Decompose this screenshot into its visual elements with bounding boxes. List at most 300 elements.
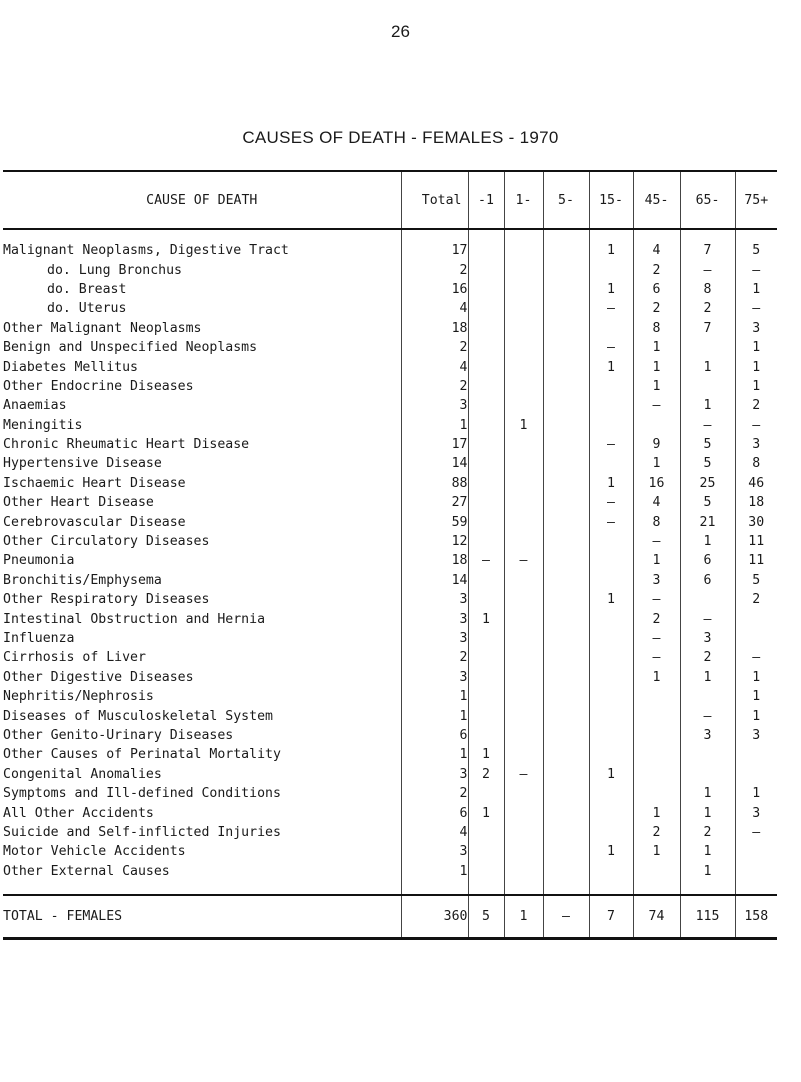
cause-of-death: do. Lung Bronchus — [47, 262, 182, 278]
deaths-age-5 — [543, 532, 589, 551]
total-all-ages: 360 — [401, 895, 468, 939]
deaths-age-45: 3 — [633, 571, 680, 590]
column-header-age-15: 15- — [589, 171, 633, 229]
table-row — [3, 512, 777, 531]
deaths-under-1 — [468, 474, 504, 493]
column-header-total: Total — [401, 171, 468, 229]
table-row — [3, 280, 777, 299]
deaths-age-5 — [543, 241, 589, 260]
deaths-age-1 — [504, 280, 543, 299]
deaths-under-1 — [468, 260, 504, 279]
deaths-age-5 — [543, 590, 589, 609]
page-number: 26 — [391, 22, 410, 41]
table-row — [3, 241, 777, 260]
deaths-age-75-plus: 1 — [735, 668, 777, 687]
cause-of-death: do. Uterus — [47, 301, 127, 317]
deaths-under-1 — [468, 357, 504, 376]
deaths-age-15 — [589, 454, 633, 473]
deaths-age-1 — [504, 842, 543, 861]
deaths-age-45: 1 — [633, 338, 680, 357]
deaths-age-65: 3 — [680, 726, 735, 745]
deaths-age-5 — [543, 357, 589, 376]
deaths-age-1 — [504, 571, 543, 590]
table-row — [3, 745, 777, 764]
table-row — [3, 377, 777, 396]
cause-of-death: Congenital Anomalies — [3, 766, 162, 782]
deaths-under-1: – — [468, 551, 504, 570]
deaths-age-15: 1 — [589, 590, 633, 609]
total-all-ages: 14 — [401, 454, 468, 473]
cause-of-death: Cirrhosis of Liver — [3, 650, 146, 666]
deaths-age-45 — [633, 784, 680, 803]
deaths-age-45: 1 — [633, 377, 680, 396]
deaths-age-5 — [543, 319, 589, 338]
deaths-age-75-plus: 1 — [735, 706, 777, 725]
deaths-age-1 — [504, 862, 543, 881]
deaths-age-45: 4 — [633, 493, 680, 512]
deaths-age-45 — [633, 745, 680, 764]
cause-of-death: Other Heart Disease — [3, 495, 154, 511]
deaths-age-65: 8 — [680, 280, 735, 299]
deaths-age-1 — [504, 590, 543, 609]
deaths-age-5 — [543, 299, 589, 318]
cause-of-death: Other Causes of Perinatal Mortality — [3, 747, 281, 763]
header-row — [3, 171, 777, 229]
deaths-age-65: – — [680, 609, 735, 628]
deaths-under-1 — [468, 687, 504, 706]
deaths-under-1 — [468, 629, 504, 648]
table-row — [3, 551, 777, 570]
total-age-15: 7 — [589, 895, 633, 939]
total-all-ages: 1 — [401, 706, 468, 725]
deaths-age-1 — [504, 357, 543, 376]
total-all-ages: 3 — [401, 668, 468, 687]
cause-of-death: Other Circulatory Diseases — [3, 534, 210, 550]
cause-of-death: Symptoms and Ill-defined Conditions — [3, 786, 281, 802]
deaths-age-1 — [504, 648, 543, 667]
deaths-age-15 — [589, 629, 633, 648]
cause-of-death: Chronic Rheumatic Heart Disease — [3, 437, 250, 453]
deaths-age-15 — [589, 648, 633, 667]
total-all-ages: 18 — [401, 551, 468, 570]
causes-of-death-table — [3, 170, 777, 940]
deaths-under-1 — [468, 319, 504, 338]
deaths-age-45: 2 — [633, 609, 680, 628]
deaths-age-1 — [504, 260, 543, 279]
deaths-age-1 — [504, 512, 543, 531]
cause-of-death: Diseases of Musculoskeletal System — [3, 708, 273, 724]
deaths-age-45: – — [633, 396, 680, 415]
deaths-under-1 — [468, 435, 504, 454]
table-row — [3, 357, 777, 376]
table-row — [3, 571, 777, 590]
total-age-75-plus: 158 — [735, 895, 777, 939]
deaths-age-65: 5 — [680, 454, 735, 473]
deaths-age-5 — [543, 745, 589, 764]
deaths-age-15: – — [589, 299, 633, 318]
deaths-age-15 — [589, 532, 633, 551]
deaths-age-5 — [543, 706, 589, 725]
deaths-age-45: 16 — [633, 474, 680, 493]
deaths-age-75-plus — [735, 745, 777, 764]
deaths-age-75-plus: 18 — [735, 493, 777, 512]
deaths-age-75-plus: 3 — [735, 803, 777, 822]
deaths-age-75-plus: 11 — [735, 551, 777, 570]
deaths-age-15: 1 — [589, 357, 633, 376]
deaths-age-75-plus: 5 — [735, 241, 777, 260]
cause-of-death: Other External Causes — [3, 863, 170, 879]
table-row — [3, 648, 777, 667]
header-spacer — [3, 229, 777, 241]
cause-of-death: Pneumonia — [3, 553, 75, 569]
deaths-age-1: – — [504, 765, 543, 784]
deaths-age-65 — [680, 377, 735, 396]
deaths-age-5 — [543, 512, 589, 531]
deaths-age-1 — [504, 338, 543, 357]
deaths-age-75-plus: 1 — [735, 280, 777, 299]
total-all-ages: 2 — [401, 784, 468, 803]
deaths-under-1: 1 — [468, 803, 504, 822]
total-all-ages: 2 — [401, 338, 468, 357]
deaths-age-45: 2 — [633, 260, 680, 279]
deaths-age-75-plus: 1 — [735, 687, 777, 706]
table-row — [3, 590, 777, 609]
deaths-age-45: 2 — [633, 299, 680, 318]
deaths-age-15 — [589, 668, 633, 687]
total-all-ages: 88 — [401, 474, 468, 493]
deaths-age-65 — [680, 765, 735, 784]
deaths-under-1 — [468, 416, 504, 435]
deaths-age-15 — [589, 803, 633, 822]
deaths-age-65: 25 — [680, 474, 735, 493]
deaths-age-5 — [543, 435, 589, 454]
deaths-age-15: 1 — [589, 842, 633, 861]
cause-of-death: Meningitis — [3, 417, 83, 433]
deaths-age-1: – — [504, 551, 543, 570]
total-all-ages: 2 — [401, 377, 468, 396]
deaths-age-45 — [633, 862, 680, 881]
deaths-age-15 — [589, 571, 633, 590]
total-all-ages: 3 — [401, 609, 468, 628]
deaths-age-5 — [543, 396, 589, 415]
deaths-age-5 — [543, 338, 589, 357]
total-all-ages: 2 — [401, 648, 468, 667]
deaths-age-45: 4 — [633, 241, 680, 260]
deaths-age-1 — [504, 377, 543, 396]
deaths-age-65: 1 — [680, 803, 735, 822]
total-all-ages: 3 — [401, 842, 468, 861]
total-age-65: 115 — [680, 895, 735, 939]
deaths-age-45: 1 — [633, 357, 680, 376]
column-header-age-65: 65- — [680, 171, 735, 229]
deaths-age-65: – — [680, 706, 735, 725]
deaths-age-15 — [589, 416, 633, 435]
deaths-age-15 — [589, 319, 633, 338]
deaths-age-65: 7 — [680, 319, 735, 338]
deaths-age-5 — [543, 416, 589, 435]
deaths-age-45 — [633, 416, 680, 435]
deaths-age-1 — [504, 629, 543, 648]
deaths-under-1 — [468, 590, 504, 609]
deaths-under-1 — [468, 338, 504, 357]
deaths-age-1 — [504, 493, 543, 512]
table-row — [3, 299, 777, 318]
deaths-age-75-plus: 3 — [735, 435, 777, 454]
deaths-age-45: 2 — [633, 823, 680, 842]
table-row — [3, 823, 777, 842]
deaths-age-65: 1 — [680, 668, 735, 687]
cause-of-death: Malignant Neoplasms, Digestive Tract — [3, 243, 289, 259]
table-row — [3, 629, 777, 648]
deaths-under-1 — [468, 377, 504, 396]
deaths-age-75-plus: 30 — [735, 512, 777, 531]
deaths-age-45: 1 — [633, 668, 680, 687]
total-all-ages: 4 — [401, 823, 468, 842]
deaths-age-15 — [589, 260, 633, 279]
table-row — [3, 338, 777, 357]
deaths-age-65: 1 — [680, 532, 735, 551]
deaths-age-15: 1 — [589, 765, 633, 784]
deaths-age-1 — [504, 823, 543, 842]
deaths-age-65 — [680, 338, 735, 357]
deaths-age-45: 1 — [633, 803, 680, 822]
total-all-ages: 17 — [401, 435, 468, 454]
deaths-age-65 — [680, 590, 735, 609]
deaths-age-65: 1 — [680, 784, 735, 803]
total-all-ages: 3 — [401, 765, 468, 784]
table-row — [3, 493, 777, 512]
deaths-age-1: 1 — [504, 416, 543, 435]
cause-of-death: do. Breast — [47, 281, 127, 297]
document-title: CAUSES OF DEATH - FEMALES - 1970 — [242, 128, 559, 147]
deaths-age-45: 1 — [633, 842, 680, 861]
deaths-under-1 — [468, 571, 504, 590]
deaths-age-75-plus: 1 — [735, 357, 777, 376]
deaths-age-75-plus — [735, 862, 777, 881]
deaths-under-1 — [468, 532, 504, 551]
deaths-age-45 — [633, 687, 680, 706]
deaths-age-5 — [543, 454, 589, 473]
column-header-age-1: 1- — [504, 171, 543, 229]
deaths-under-1 — [468, 823, 504, 842]
deaths-under-1 — [468, 706, 504, 725]
deaths-age-15 — [589, 745, 633, 764]
deaths-age-65: 1 — [680, 842, 735, 861]
cause-of-death: Other Endocrine Diseases — [3, 378, 194, 394]
deaths-under-1 — [468, 280, 504, 299]
deaths-age-65: 1 — [680, 396, 735, 415]
deaths-age-75-plus: 46 — [735, 474, 777, 493]
deaths-age-65: 2 — [680, 823, 735, 842]
deaths-age-75-plus: 5 — [735, 571, 777, 590]
table-row — [3, 842, 777, 861]
deaths-under-1 — [468, 648, 504, 667]
deaths-under-1 — [468, 842, 504, 861]
table-row — [3, 609, 777, 628]
cause-of-death: Nephritis/Nephrosis — [3, 689, 154, 705]
table-row — [3, 260, 777, 279]
total-age-1: 1 — [504, 895, 543, 939]
deaths-age-5 — [543, 862, 589, 881]
deaths-age-75-plus: 8 — [735, 454, 777, 473]
deaths-age-75-plus — [735, 765, 777, 784]
table-row — [3, 396, 777, 415]
deaths-age-75-plus: – — [735, 823, 777, 842]
deaths-age-1 — [504, 454, 543, 473]
deaths-age-45: – — [633, 590, 680, 609]
deaths-age-65: 7 — [680, 241, 735, 260]
table-row — [3, 765, 777, 784]
deaths-age-1 — [504, 784, 543, 803]
deaths-age-1 — [504, 474, 543, 493]
table-bottom-spacer — [3, 881, 777, 895]
deaths-age-75-plus — [735, 842, 777, 861]
table-row — [3, 435, 777, 454]
deaths-age-65: 3 — [680, 629, 735, 648]
deaths-under-1 — [468, 493, 504, 512]
deaths-age-65: 5 — [680, 493, 735, 512]
total-all-ages: 1 — [401, 687, 468, 706]
deaths-age-5 — [543, 765, 589, 784]
total-all-ages: 3 — [401, 396, 468, 415]
deaths-under-1: 1 — [468, 609, 504, 628]
total-under-1: 5 — [468, 895, 504, 939]
deaths-age-15 — [589, 396, 633, 415]
deaths-age-1 — [504, 435, 543, 454]
total-all-ages: 16 — [401, 280, 468, 299]
deaths-age-5 — [543, 629, 589, 648]
deaths-under-1: 1 — [468, 745, 504, 764]
deaths-age-45 — [633, 706, 680, 725]
table-row — [3, 474, 777, 493]
deaths-age-75-plus — [735, 609, 777, 628]
table-row — [3, 784, 777, 803]
total-all-ages: 2 — [401, 260, 468, 279]
deaths-age-75-plus: – — [735, 648, 777, 667]
cause-of-death: Other Digestive Diseases — [3, 669, 194, 685]
deaths-age-65: 6 — [680, 571, 735, 590]
deaths-age-75-plus: – — [735, 260, 777, 279]
deaths-age-5 — [543, 571, 589, 590]
cause-of-death: Cerebrovascular Disease — [3, 514, 186, 530]
deaths-age-65: 2 — [680, 648, 735, 667]
deaths-age-5 — [543, 726, 589, 745]
deaths-age-1 — [504, 745, 543, 764]
total-all-ages: 6 — [401, 726, 468, 745]
deaths-age-75-plus: 1 — [735, 338, 777, 357]
total-all-ages: 4 — [401, 299, 468, 318]
deaths-age-15 — [589, 551, 633, 570]
total-all-ages: 14 — [401, 571, 468, 590]
cause-of-death: Intestinal Obstruction and Hernia — [3, 611, 266, 627]
total-label: TOTAL - FEMALES — [3, 895, 401, 939]
deaths-age-15: 1 — [589, 474, 633, 493]
deaths-age-45: – — [633, 648, 680, 667]
total-all-ages: 3 — [401, 629, 468, 648]
total-all-ages: 1 — [401, 416, 468, 435]
total-all-ages: 1 — [401, 745, 468, 764]
deaths-age-65: – — [680, 416, 735, 435]
deaths-age-5 — [543, 823, 589, 842]
deaths-age-15 — [589, 862, 633, 881]
cause-of-death: Bronchitis/Emphysema — [3, 572, 162, 588]
deaths-age-75-plus: 11 — [735, 532, 777, 551]
table-row — [3, 706, 777, 725]
deaths-under-1 — [468, 512, 504, 531]
deaths-age-15: – — [589, 512, 633, 531]
deaths-age-75-plus: 1 — [735, 784, 777, 803]
deaths-under-1: 2 — [468, 765, 504, 784]
deaths-under-1 — [468, 862, 504, 881]
column-header-age-75-plus: 75+ — [735, 171, 777, 229]
deaths-age-1 — [504, 241, 543, 260]
deaths-age-5 — [543, 609, 589, 628]
deaths-age-15 — [589, 823, 633, 842]
deaths-age-1 — [504, 609, 543, 628]
deaths-under-1 — [468, 668, 504, 687]
deaths-age-65: – — [680, 260, 735, 279]
deaths-age-75-plus: 3 — [735, 319, 777, 338]
deaths-age-45 — [633, 726, 680, 745]
deaths-age-1 — [504, 319, 543, 338]
total-all-ages: 27 — [401, 493, 468, 512]
column-header-cause: CAUSE OF DEATH — [3, 171, 401, 229]
total-all-ages: 59 — [401, 512, 468, 531]
deaths-age-15 — [589, 706, 633, 725]
deaths-under-1 — [468, 241, 504, 260]
deaths-age-15: – — [589, 435, 633, 454]
table-row — [3, 416, 777, 435]
deaths-age-1 — [504, 396, 543, 415]
total-row — [3, 895, 777, 939]
column-header-age-45: 45- — [633, 171, 680, 229]
deaths-age-65: 5 — [680, 435, 735, 454]
deaths-age-45: 6 — [633, 280, 680, 299]
deaths-age-75-plus — [735, 629, 777, 648]
deaths-age-1 — [504, 299, 543, 318]
deaths-age-15 — [589, 726, 633, 745]
deaths-age-1 — [504, 726, 543, 745]
deaths-age-45: 1 — [633, 454, 680, 473]
cause-of-death: Benign and Unspecified Neoplasms — [3, 340, 258, 356]
deaths-age-15: 1 — [589, 280, 633, 299]
deaths-age-75-plus: 1 — [735, 377, 777, 396]
table-row — [3, 532, 777, 551]
deaths-age-15 — [589, 609, 633, 628]
deaths-age-45: 9 — [633, 435, 680, 454]
deaths-age-45: 8 — [633, 319, 680, 338]
deaths-age-65 — [680, 745, 735, 764]
cause-of-death: Diabetes Mellitus — [3, 359, 138, 375]
deaths-age-15 — [589, 687, 633, 706]
deaths-age-65: 6 — [680, 551, 735, 570]
cause-of-death: Ischaemic Heart Disease — [3, 475, 186, 491]
cause-of-death: All Other Accidents — [3, 805, 154, 821]
total-all-ages: 4 — [401, 357, 468, 376]
deaths-age-65: 2 — [680, 299, 735, 318]
deaths-age-5 — [543, 668, 589, 687]
table-row — [3, 454, 777, 473]
deaths-age-45: – — [633, 629, 680, 648]
deaths-age-1 — [504, 687, 543, 706]
deaths-under-1 — [468, 299, 504, 318]
deaths-age-65: 1 — [680, 862, 735, 881]
deaths-age-15: – — [589, 493, 633, 512]
table-row — [3, 668, 777, 687]
total-all-ages: 12 — [401, 532, 468, 551]
total-all-ages: 3 — [401, 590, 468, 609]
deaths-age-65 — [680, 687, 735, 706]
